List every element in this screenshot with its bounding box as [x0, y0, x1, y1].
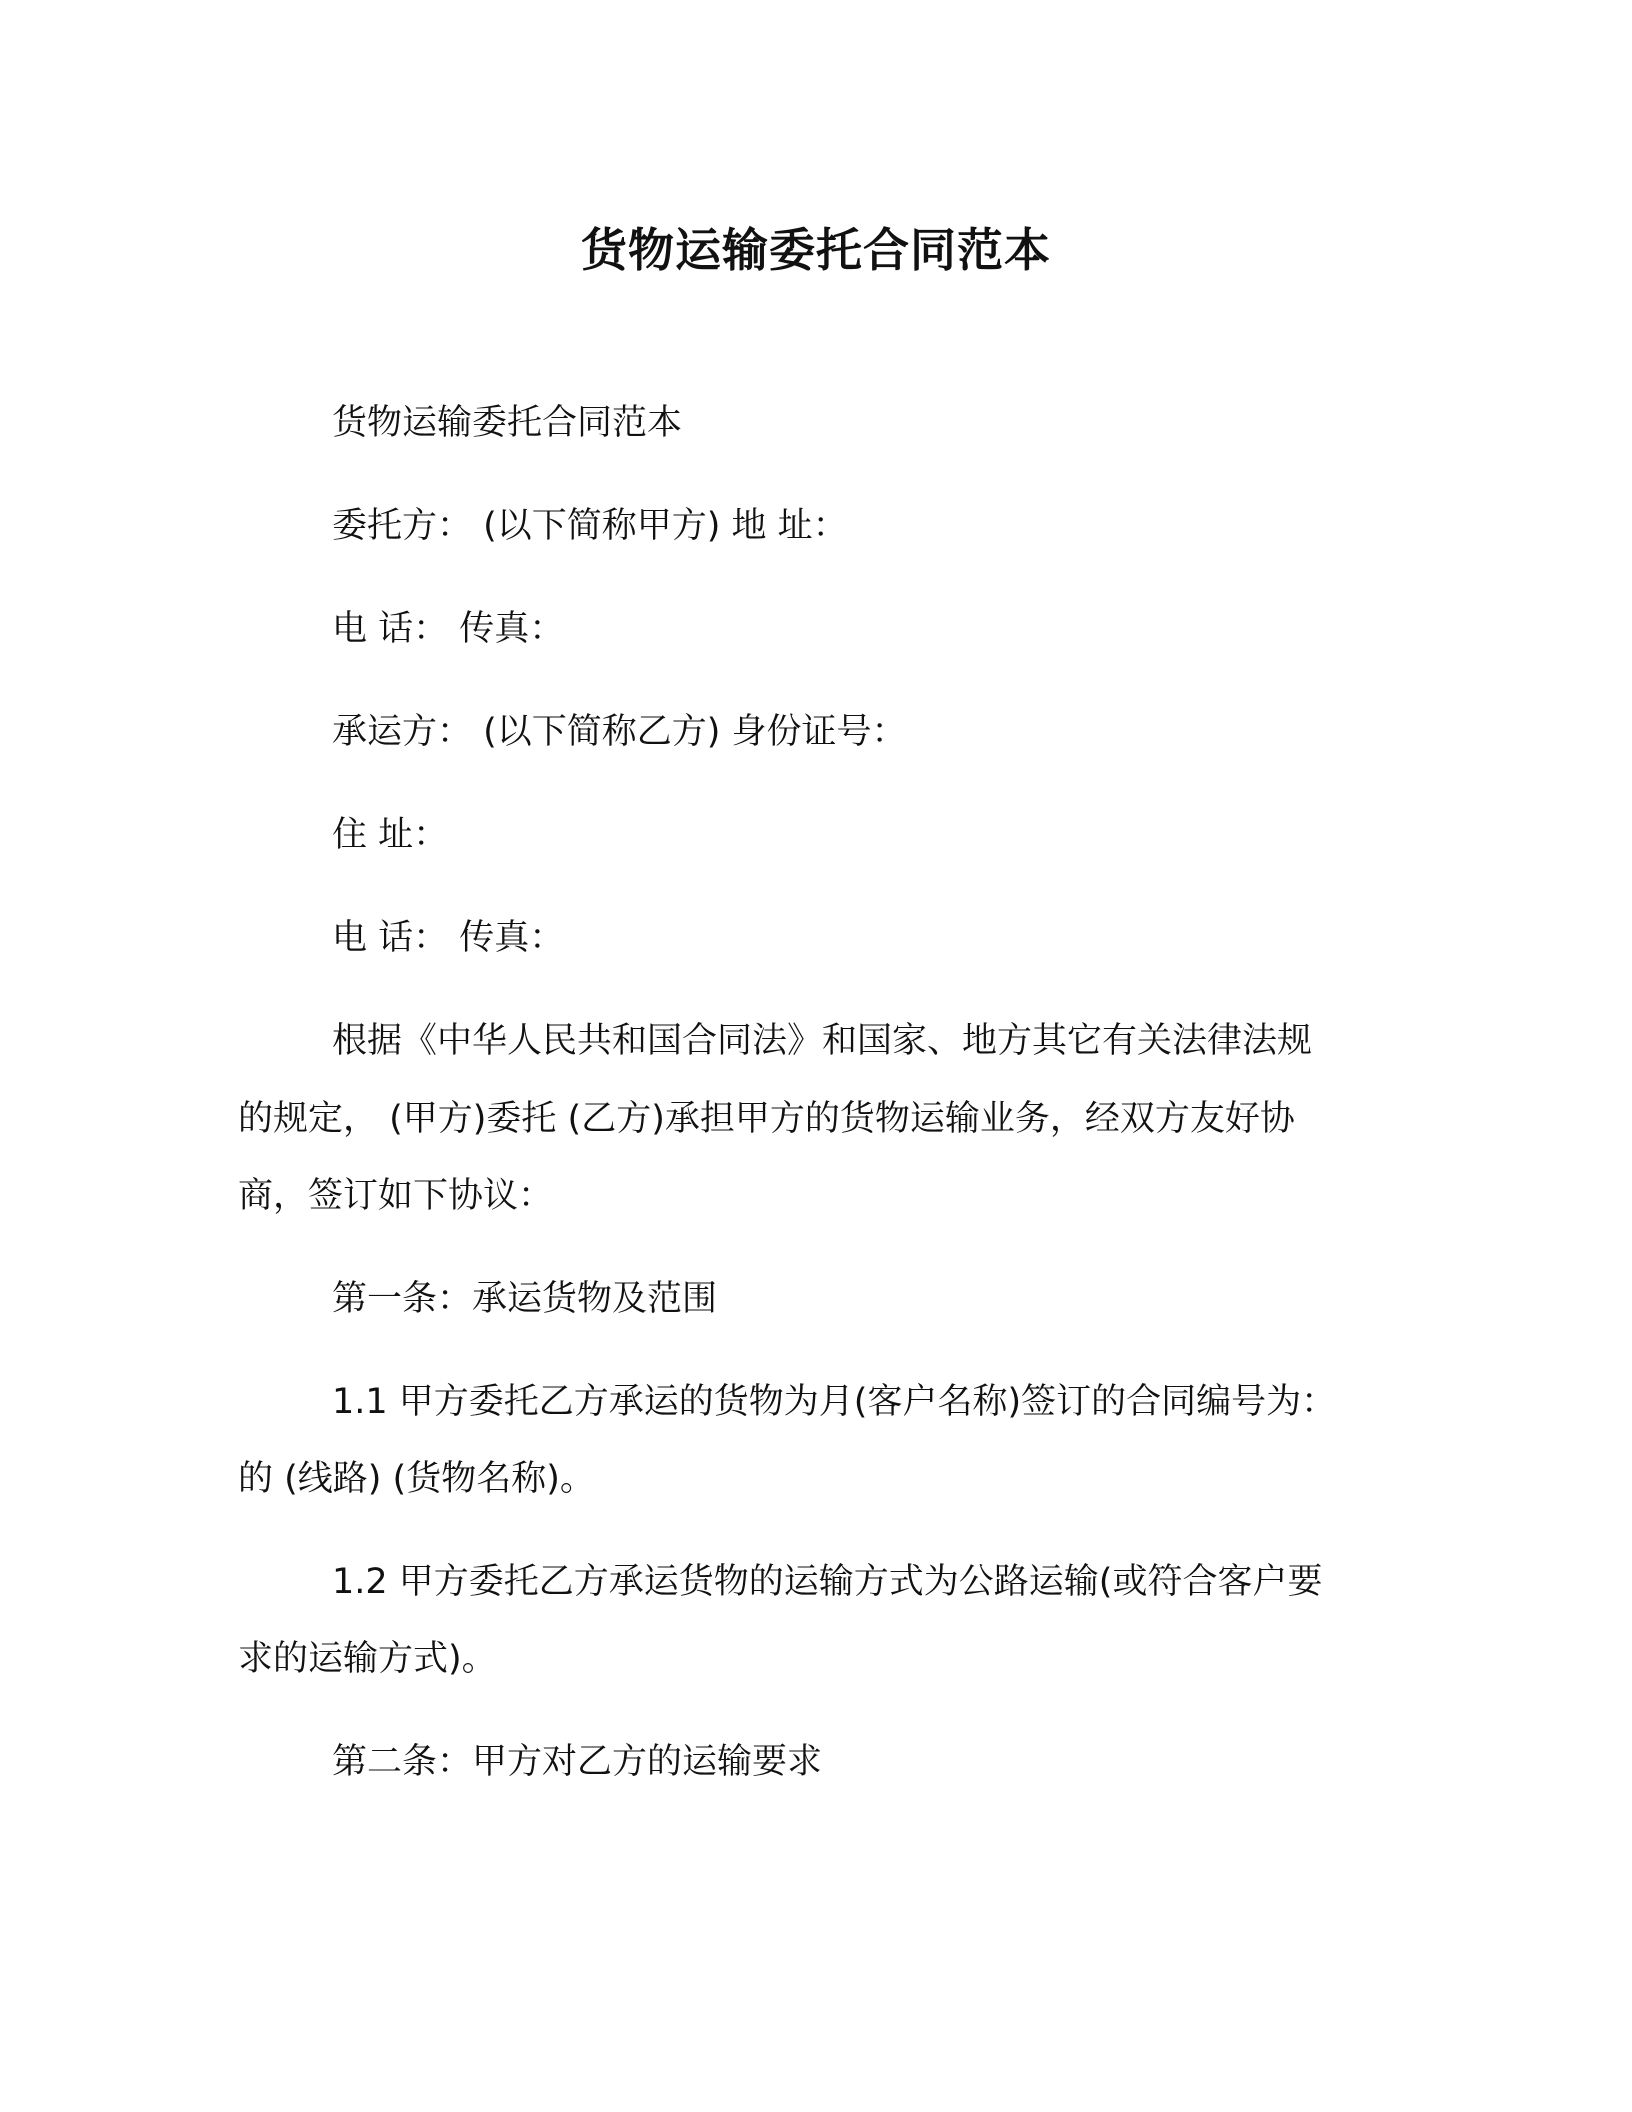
preamble-line-1: 根据《中华人民共和国合同法》和国家、地方其它有关法律法规 — [332, 1021, 1313, 1061]
carrier-line: 承运方： (以下简称乙方) 身份证号： — [332, 712, 907, 752]
carrier-address-line: 住 址： — [332, 815, 449, 855]
clause-1-2-line-2: 求的运输方式)。 — [238, 1639, 497, 1679]
preamble-line-3: 商，签订如下协议： — [238, 1176, 554, 1216]
carrier-phone-line: 电 话： 传真： — [332, 918, 565, 958]
article-1-heading: 第一条：承运货物及范围 — [332, 1279, 718, 1319]
clause-1-1-line-2: 的 (线路) (货物名称)。 — [238, 1459, 595, 1499]
clause-1-2-line-1: 1.2 甲方委托乙方承运货物的运输方式为公路运输(或符合客户要 — [332, 1562, 1323, 1602]
subtitle-line: 货物运输委托合同范本 — [332, 403, 683, 443]
article-2-heading: 第二条：甲方对乙方的运输要求 — [332, 1742, 823, 1782]
client-phone-line: 电 话： 传真： — [332, 609, 565, 649]
client-line: 委托方： (以下简称甲方) 地 址： — [332, 506, 848, 546]
document-title: 货物运输委托合同范本 — [581, 223, 1051, 277]
clause-1-1-line-1: 1.1 甲方委托乙方承运的货物为月(客户名称)签订的合同编号为： — [332, 1382, 1337, 1422]
preamble-line-2: 的规定， (甲方)委托 (乙方)承担甲方的货物运输业务，经双方友好协 — [238, 1099, 1295, 1139]
